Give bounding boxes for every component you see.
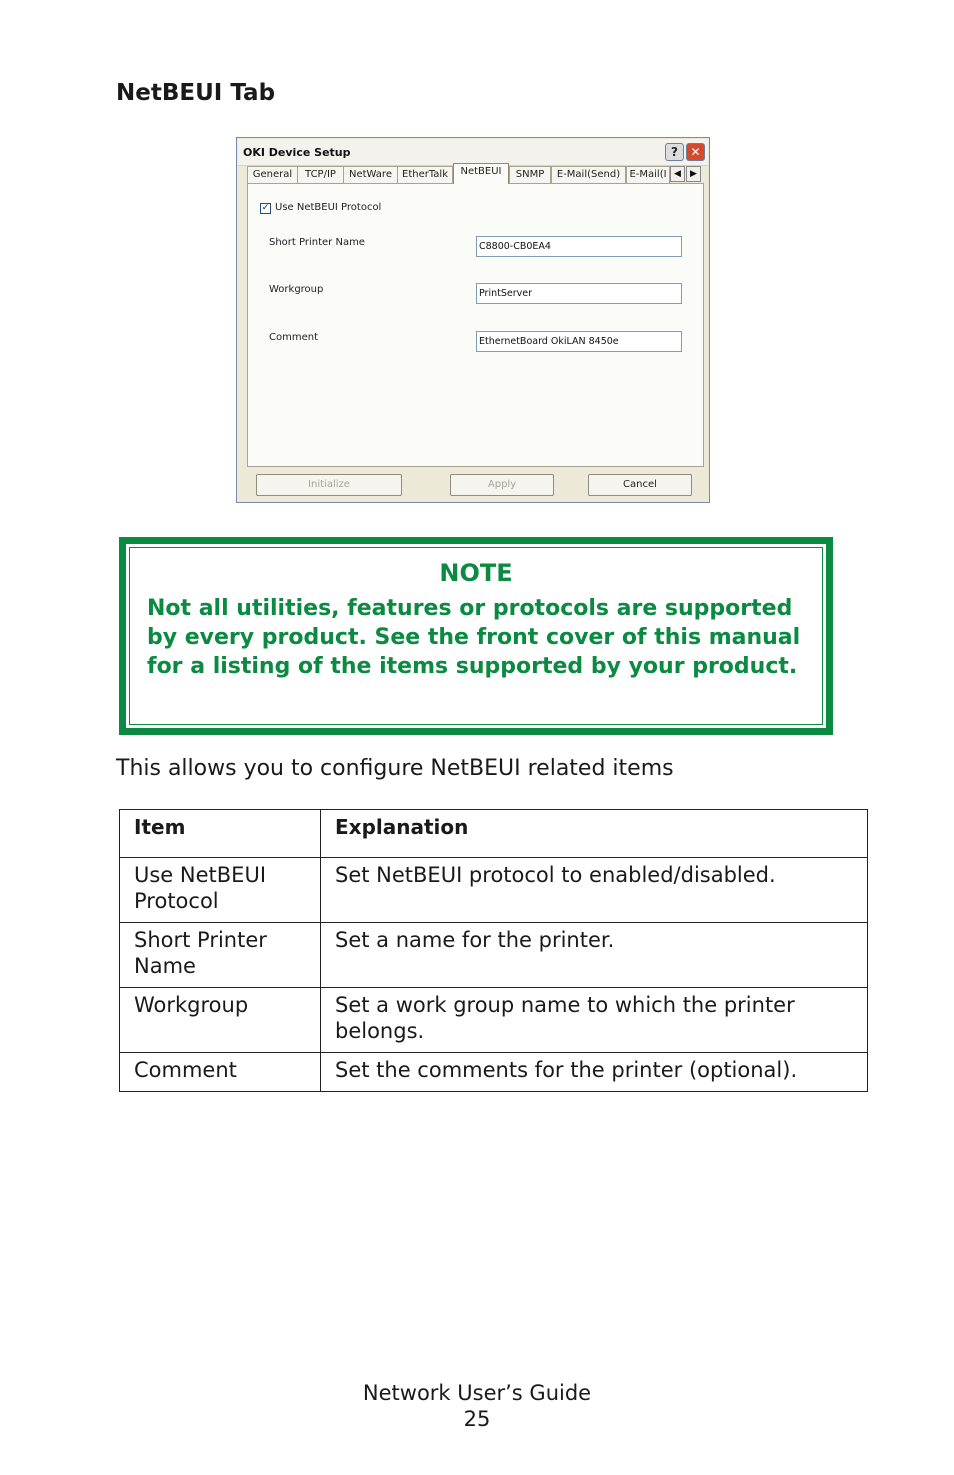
footer-guide-title: Network User’s Guide [362,1381,592,1405]
tab-netware[interactable]: NetWare [343,166,398,183]
close-button[interactable]: ✕ [686,143,705,161]
use-netbeui-checkbox[interactable]: ✓ [261,203,270,213]
section-title: NetBEUI Tab [116,80,276,106]
tab-netbeui[interactable]: NetBEUI [453,163,509,184]
footer-page-number: 25 [463,1407,491,1431]
cell-explanation: Set NetBEUI protocol to enabled/disabled. [321,858,868,923]
table-row [120,923,868,988]
help-button[interactable]: ? [665,143,684,161]
workgroup-label: Workgroup [269,284,324,295]
tab-ethertalk[interactable]: EtherTalk [397,166,453,183]
cell-item: Use NetBEUI Protocol [120,858,321,923]
dialog-title: OKI Device Setup [243,146,351,159]
table-header-row [120,810,868,858]
short-printer-name-label: Short Printer Name [269,237,365,248]
tab-general[interactable]: General [247,166,298,183]
table-row [120,988,868,1053]
cell-item: Comment [120,1053,321,1092]
note-title: NOTE [439,559,513,587]
cell-explanation: Set a work group name to which the printer belongs. [321,988,868,1053]
note-box [119,537,833,735]
oki-device-setup-dialog [236,137,710,503]
table-row [120,858,868,923]
comment-input[interactable]: EthernetBoard OkiLAN 8450e [476,331,682,352]
comment-label: Comment [269,332,318,343]
use-netbeui-label: Use NetBEUI Protocol [275,202,382,213]
initialize-button[interactable]: Initialize [256,474,402,496]
netbeui-panel [247,183,704,467]
tab-scroll-left-icon[interactable]: ◀ [670,166,685,182]
note-text: Not all utilities, features or protocols are supported by every product. See the front cover of this manual for a listing of the items supported by your product. [147,596,801,679]
header-explanation: Explanation [321,810,868,858]
cell-explanation: Set the comments for the printer (optional). [321,1053,868,1092]
table-row [120,1053,868,1092]
tab-email-receive[interactable]: E-Mail(I [626,166,670,183]
tab-tcpip[interactable]: TCP/IP [297,166,344,183]
page-footer [0,1380,954,1432]
netbeui-items-table [119,809,868,1092]
apply-button[interactable]: Apply [450,474,554,496]
cell-item: Short Printer Name [120,923,321,988]
workgroup-input[interactable]: PrintServer [476,283,682,304]
cell-explanation: Set a name for the printer. [321,923,868,988]
tab-snmp[interactable]: SNMP [509,166,551,183]
cancel-button[interactable]: Cancel [588,474,692,496]
cell-item: Workgroup [120,988,321,1053]
short-printer-name-input[interactable]: C8800-CB0EA4 [476,236,682,257]
intro-text: This allows you to configure NetBEUI related items [116,756,674,781]
tab-scroll-right-icon[interactable]: ▶ [686,166,701,182]
dialog-titlebar [238,139,708,166]
header-item: Item [120,810,321,858]
tab-strip [247,166,703,184]
tab-email-send[interactable]: E-Mail(Send) [551,166,626,183]
